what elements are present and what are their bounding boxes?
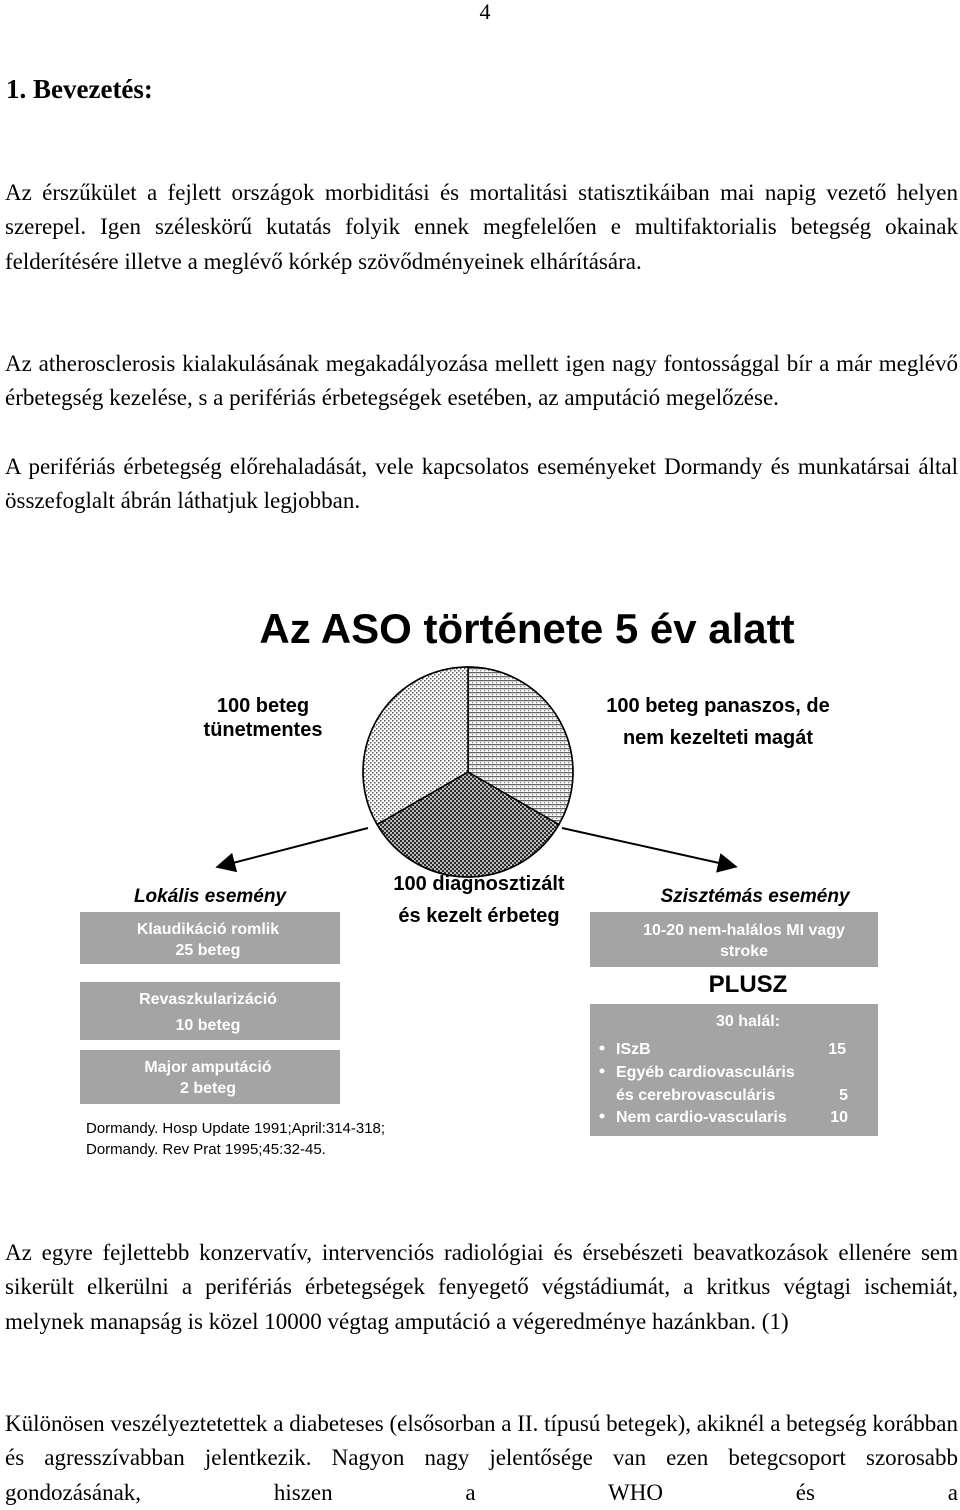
- systemic-box-line2: stroke: [719, 943, 769, 960]
- paragraph-intro: Az érszűkület a fejlett országok morbiditási és mortalitási statisztikáiban mai napig vezető helyen szerepel. Igen széleskörű kutatás folyik ennek megfelelően e multifaktorialis betegség okainak felderítésére illetve a meglévő kórkép szövődményeinek elhárítására.: [5, 180, 958, 274]
- death-label-non-cv: Nem cardio-vascularis: [616, 1109, 787, 1126]
- aso-figure: [0, 560, 960, 1180]
- systemic-box-line1: 10-20 nem-halálos MI vagy: [643, 922, 845, 939]
- paragraph-atherosclerosis: Az atherosclerosis kialakulásának megakadályozása mellett igen nagy fontossággal bír a már meglévő érbetegség kezelése, s a perifériás érbetegségek esetében, az amputáció megelőzése.: [5, 351, 958, 411]
- local-box-amputation-line2: 2 beteg: [179, 1080, 237, 1097]
- local-box-claudication-line1: Klaudikáció romlik: [136, 921, 280, 938]
- paragraph-figure-intro: A perifériás érbetegség előrehaladását, vele kapcsolatos eseményeket Dormandy és munkatársai által összefoglalt ábrán láthatjuk legjobban.: [5, 454, 958, 514]
- death-label-iszb: ISzB: [616, 1041, 651, 1058]
- death-value-iszb: 15: [828, 1041, 846, 1058]
- bullet-icon: [600, 1114, 605, 1119]
- plus-label: PLUSZ: [708, 971, 788, 998]
- local-box-revascularization-line1: Revaszkularizáció: [139, 991, 277, 1008]
- deaths-title: 30 halál:: [715, 1013, 781, 1030]
- pie-label-right-line2: nem kezelteti magát: [622, 727, 814, 749]
- bullet-icon: [600, 1069, 605, 1074]
- pie-label-bottom-line2: és kezelt érbeteg: [398, 905, 560, 927]
- pie-label-left-line2: tünetmentes: [203, 719, 323, 741]
- pie-label-right-line1: 100 beteg panaszos, de: [606, 695, 830, 717]
- systemic-events-header: Szisztémás esemény: [660, 886, 850, 907]
- paragraph-treatment: Az egyre fejlettebb konzervatív, intervenciós radiológiai és érsebészeti beavatkozások ellenére sem sikerült elkerülni a perifériás érbetegségek fenyegető végstádiumát, a kritkus végtagi ischemiát, melynek manapság is közel 10000 végtag amputáció a végeredménye hazánkban. (1): [5, 1240, 958, 1334]
- bullet-icon: [600, 1046, 605, 1051]
- arrow-to-local: [225, 828, 368, 865]
- local-box-revascularization-line2: 10 beteg: [175, 1017, 241, 1034]
- pie-chart: [363, 667, 573, 877]
- reference-2: Dormandy. Rev Prat 1995;45:32-45.: [86, 1141, 326, 1158]
- local-box-amputation-line1: Major amputáció: [144, 1059, 272, 1076]
- death-value-non-cv: 10: [830, 1109, 848, 1126]
- page-number: 4: [479, 0, 491, 24]
- local-box-claudication-line2: 25 beteg: [175, 942, 241, 959]
- paragraph-diabetes: Különösen veszélyeztetettek a diabeteses (elsősorban a II. típusú betegek), akiknél a betegség korábban és agresszívabban jelentkezik. Nagyon nagy jelentősége van ezen betegcsoport szorosabb gondozásának, hiszen a WHO és a: [5, 1411, 958, 1505]
- figure-title: Az ASO története 5 év alatt: [259, 605, 795, 652]
- section-heading: 1. Bevezetés:: [6, 74, 153, 104]
- death-label-cerebrovascular: és cerebrovasculáris: [616, 1087, 776, 1104]
- arrow-to-systemic: [562, 828, 728, 865]
- pie-label-bottom-line1: 100 diagnosztizált: [393, 873, 565, 895]
- death-label-other-cv: Egyéb cardiovasculáris: [616, 1064, 795, 1081]
- pie-label-left-line1: 100 beteg: [216, 695, 310, 717]
- death-value-cardio-cerebro: 5: [839, 1087, 848, 1104]
- local-events-header: Lokális esemény: [133, 886, 287, 907]
- reference-1: Dormandy. Hosp Update 1991;April:314-318;: [86, 1120, 386, 1137]
